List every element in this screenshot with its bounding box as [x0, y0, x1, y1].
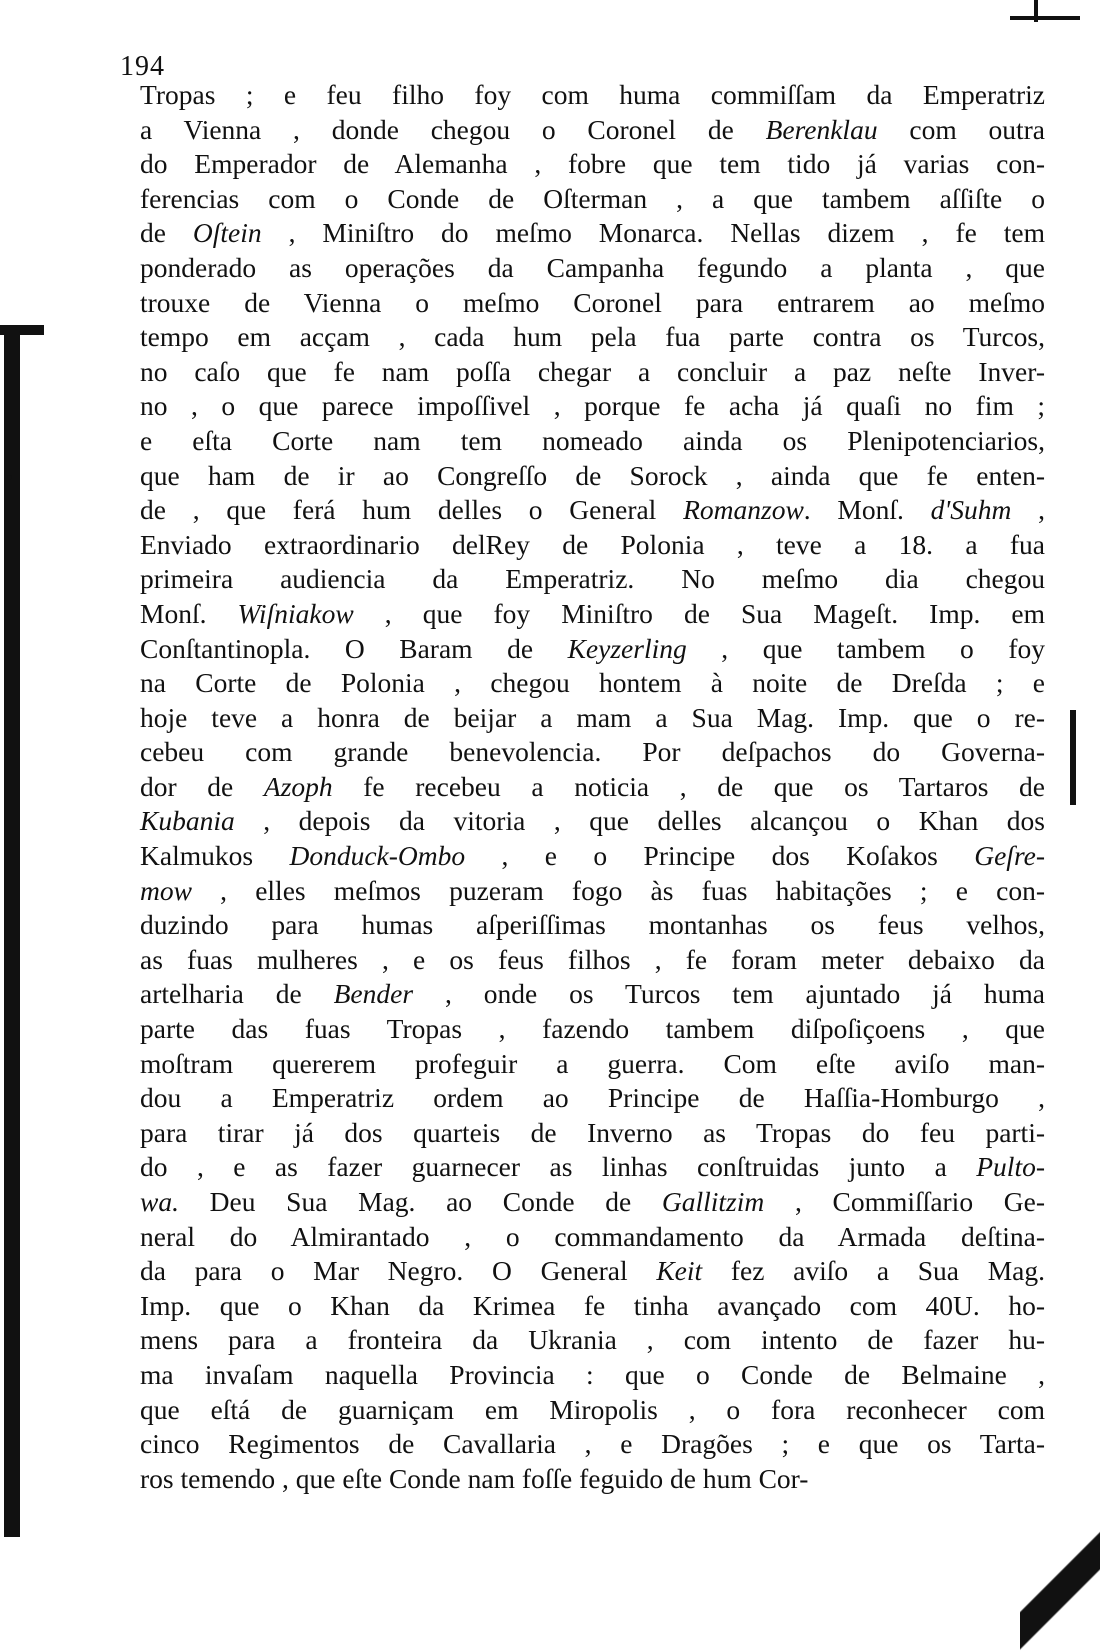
page-edge-mark	[1010, 0, 1080, 20]
text-line: trouxe de Vienna o meſmo Coronel para entrarem ao meſmo	[140, 286, 1045, 318]
text-line: de , que ferá hum delles o General Romanzow. Monſ. d'Suhm ,	[140, 494, 1045, 526]
text-line: mow , elles meſmos puzeram fogo às fuas habitações ; e con-	[140, 874, 1045, 906]
text-line: ros temendo , que eſte Conde nam foſſe feguido de hum Cor-	[140, 1462, 809, 1494]
page-number: 194	[120, 51, 165, 82]
text-line: e eſta Corte nam tem nomeado ainda os Plenipotenciarios,	[140, 424, 1045, 456]
text-line: mens para a fronteira da Ukrania , com intento de fazer hu-	[140, 1324, 1045, 1356]
text-line: a Vienna , donde chegou o Coronel de Berenklau com outra	[140, 113, 1046, 145]
text-line: Conſtantinopla. O Baram de Keyzerling , que tambem o foy	[140, 632, 1045, 664]
text-line: no caſo que fe nam poſſa chegar a concluir a paz neſte Inver-	[140, 355, 1045, 387]
text-line: as fuas mulheres , e os feus filhos , fe foram meter debaixo da	[140, 943, 1045, 975]
text-line: no , o que parece impoſſivel , porque fe acha já quaſi no fim ;	[140, 390, 1045, 422]
text-line: duzindo para humas aſperiſſimas montanhas os feus velhos,	[140, 909, 1045, 941]
text-line: Monſ. Wiſniakow , que foy Miniſtro de Sua Mageſt. Imp. em	[140, 597, 1046, 629]
text-line: que eſtá de guarniçam em Miropolis , o fora reconhecer com	[140, 1393, 1045, 1425]
text-line: de Oſtein , Miniſtro do meſmo Monarca. Nellas dizem , fe tem	[140, 217, 1045, 249]
text-line: cebeu com grande benevolencia. Por deſpachos do Governa-	[140, 736, 1045, 768]
text-line: Kalmukos Donduck-Ombo , e o Principe dos Koſakos Geſre-	[140, 840, 1045, 872]
text-line: que ham de ir ao Congreſſo de Sorock , ainda que fe enten-	[140, 459, 1045, 491]
text-line: cinco Regimentos de Cavallaria , e Dragões ; e que os Tarta-	[140, 1428, 1045, 1460]
text-line: Tropas ; e feu filho foy com huma commiſſam da Emperatriz	[140, 79, 1045, 110]
margin-mark	[1070, 710, 1076, 805]
text-line: parte das fuas Tropas , fazendo tambem diſpoſiçoens , que	[140, 1013, 1045, 1045]
corner-smudge	[1020, 1512, 1100, 1652]
text-line: Enviado extraordinario delRey de Polonia , teve a 18. a fua	[140, 528, 1045, 560]
body-text	[140, 78, 1045, 1496]
text-line: tempo em acçam , cada hum pela fua parte contra os Turcos,	[140, 321, 1045, 353]
text-line: Imp. que o Khan da Krimea fe tinha avançado com 40U. ho-	[140, 1289, 1045, 1321]
text-line: hoje teve a honra de beijar a mam a Sua Mag. Imp. que o re-	[140, 701, 1045, 733]
text-line: na Corte de Polonia , chegou hontem à noite de Dreſda ; e	[140, 667, 1045, 699]
text-line: ma invaſam naquella Provincia : que o Conde de Belmaine ,	[140, 1358, 1045, 1390]
text-line: moſtram quererem profeguir a guerra. Com eſte aviſo man-	[140, 1047, 1045, 1079]
text-line: da para o Mar Negro. O General Keit fez aviſo a Sua Mag.	[140, 1255, 1046, 1287]
text-line: neral do Almirantado , o commandamento da Armada deſtina-	[140, 1220, 1045, 1252]
ink-dot	[7, 475, 12, 480]
text-line: Kubania , depois da vitoria , que delles alcançou o Khan dos	[140, 805, 1045, 837]
binding-shadow	[4, 325, 20, 1537]
text-line: primeira audiencia da Emperatriz. No meſmo dia chegou	[140, 563, 1045, 595]
text-line: ferencias com o Conde de Oſterman , a que tambem aſſiſte o	[140, 182, 1045, 214]
text-line: para tirar já dos quarteis de Inverno as Tropas do feu parti-	[140, 1116, 1045, 1148]
page-edge-tick	[1034, 0, 1038, 22]
text-line: dou a Emperatriz ordem ao Principe de Haſſia-Homburgo ,	[140, 1082, 1045, 1114]
text-line: dor de Azoph fe recebeu a noticia , de que os Tartaros de	[140, 770, 1045, 802]
text-line: do , e as fazer guarnecer as linhas conſtruidas junto a Pulto-	[140, 1151, 1045, 1183]
text-line: wa. Deu Sua Mag. ao Conde de Gallitzim , Commiſſario Ge-	[140, 1186, 1045, 1217]
text-line: artelharia de Bender , onde os Turcos tem ajuntado já huma	[140, 978, 1046, 1010]
text-line: ponderado as operações da Campanha fegundo a planta , que	[140, 251, 1045, 283]
text-line: do Emperador de Alemanha , fobre que tem tido já varias con-	[140, 148, 1045, 180]
